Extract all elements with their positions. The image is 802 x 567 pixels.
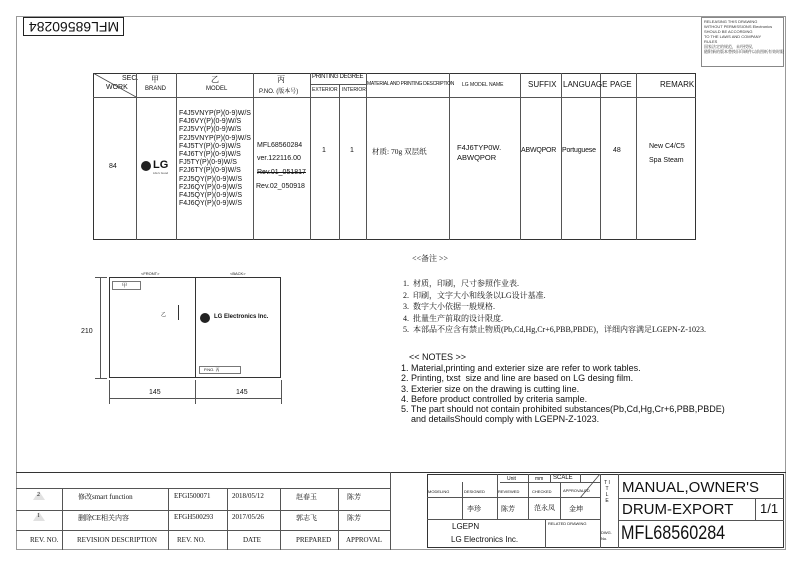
- tb-dwg-number: MFL68560284: [621, 523, 726, 544]
- rev2: Rev.02_050918: [256, 183, 305, 190]
- rev-header-date: DATE: [243, 536, 261, 544]
- model-item: F4J5QY(P)(0-9)W/S: [179, 192, 243, 200]
- cn-note-item: 1. 材质，印刷，尺寸参照作业表.: [403, 279, 519, 288]
- tb-title-vertical: T I T L E: [604, 480, 610, 504]
- dim-height: 210: [81, 328, 93, 335]
- en-note-item: 5. The part should not contain prohibited substances(Pb,Cd,Hg,Cr+6,PBB,PBDE): [401, 404, 725, 415]
- model-item: F2J5VY(P)(0-9)W/S: [179, 126, 242, 134]
- header-pno: P.NO. (版本号): [259, 89, 299, 95]
- lg-model-name-2: ABWQPOR: [457, 153, 497, 162]
- tb-approvaled: APPROVALED: [563, 488, 590, 493]
- part-number: MFL68560284: [257, 142, 303, 149]
- tb-unit: Unit: [507, 476, 516, 482]
- header-material: MATERIAL AND PRINTING DESCRIPTION: [367, 81, 455, 87]
- header-interior: INTERIOR: [342, 87, 366, 93]
- rev-no: EFGI500071: [174, 492, 211, 500]
- lg-model-name-1: F4J6TYP0W.: [457, 143, 502, 152]
- rev-header-approval: APPROVAL: [346, 536, 383, 544]
- front-label: <FRONT>: [141, 271, 160, 276]
- tb-title2: DRUM-EXPORT: [622, 501, 734, 518]
- header-language: LANGUAGE: [563, 80, 608, 89]
- header-pno-cn: 丙: [277, 75, 285, 84]
- header-remark: REMARK: [660, 80, 695, 89]
- notice-box: [701, 17, 784, 67]
- exterior-value: 1: [322, 147, 326, 154]
- header-sec: SEC.: [122, 75, 139, 82]
- notice-line: SHOULD BE ACCORDING: [704, 29, 753, 34]
- rev-mark: 1: [37, 513, 40, 519]
- brand-logo-text: LG: [153, 159, 169, 171]
- rev-desc: 删除CE相关内容: [78, 514, 129, 522]
- cn-notes-list: [403, 278, 706, 336]
- rev-header-prepared: PREPARED: [296, 536, 332, 544]
- tb-company: LG Electronics Inc.: [451, 535, 519, 544]
- tb-designed: DESIGNED: [464, 489, 485, 494]
- interior-value: 1: [350, 147, 354, 154]
- model-item: F4J6VY(P)(0-9)W/S: [179, 118, 242, 126]
- tb-related: RELATED DRAWING: [548, 521, 587, 526]
- cn-note-item: 4. 批量生产前取的设计限度.: [403, 313, 503, 323]
- header-exterior: EXTERIOR: [312, 87, 338, 93]
- model-item: F2J5QY(P)(0-9)W/S: [179, 175, 243, 183]
- mirrored-code-box: [23, 17, 124, 36]
- model-item: F4J6QY(P)(0-9)W/S: [179, 200, 243, 208]
- model-item: FJ5TY(P)(0-9)W/S: [179, 159, 237, 167]
- cn-notes-title: <<备注 >>: [412, 254, 449, 263]
- brand-tagline: Life's Good: [153, 171, 169, 175]
- notice-line: WITHOUT PERMISSIONS Electronics: [704, 24, 773, 29]
- dim-width-left: 145: [149, 389, 161, 396]
- header-printing-degree: PRINTING DEGREE: [312, 74, 364, 80]
- rev-header-desc: REVISION DESCRIPTION: [77, 536, 157, 544]
- rev-header-no: REV. NO.: [177, 536, 206, 544]
- cn-note-item: 5. 本部品不应含有禁止物质(Pb,Cd,Hg,Cr+6,PBB,PBDE)，详细内容满足LGEPN-Z-1023.: [403, 325, 706, 334]
- tb-title1: MANUAL,OWNER'S: [622, 479, 760, 496]
- rev-desc: 修改smart function: [78, 493, 133, 501]
- dim-width-right: 145: [236, 389, 248, 396]
- rev-prepared: 郭志飞: [296, 514, 317, 522]
- en-note-item: 4. Before product controlled by criteria sample.: [401, 393, 588, 404]
- en-note-item: 1. Material,printing and exterier size are refer to work tables.: [401, 363, 641, 373]
- notice-line: RULES: [704, 39, 718, 44]
- cn-note-item: 2. 印刷，文字大小和线条以LG设计基准.: [403, 290, 546, 300]
- work-number: 84: [109, 163, 117, 170]
- model-item: F4J5TY(P)(0-9)W/S: [179, 142, 241, 150]
- notice-text: [704, 19, 784, 54]
- model-item: F2J6QY(P)(0-9)W/S: [179, 183, 243, 191]
- header-page: PAGE: [610, 80, 632, 89]
- header-suffix: SUFFIX: [528, 80, 557, 89]
- notice-line: RELEASING THIS DRAWING: [704, 19, 758, 24]
- tb-dwg-no: DWG. No.: [601, 530, 612, 541]
- title-diagonal: [580, 474, 600, 498]
- en-notes-title: << NOTES >>: [409, 352, 467, 362]
- tb-scale: SCALE: [553, 475, 573, 481]
- rev-date: 2018/05/12: [232, 492, 264, 500]
- rev1: Rev.01_051817: [257, 169, 306, 176]
- layout-yi: 乙: [161, 313, 167, 318]
- layout-brand-text: LG Electronics Inc.: [214, 314, 269, 320]
- notice-cn-line: 国家法定的规范，未经授权，: [704, 44, 756, 49]
- rev-mark: 2: [37, 492, 40, 498]
- suffix-value: ABWQPOR: [521, 147, 557, 154]
- back-label: <BACK>: [230, 271, 246, 276]
- layout-pno: P.NO. 丙: [204, 367, 220, 372]
- rev-no: EFGH500293: [174, 513, 214, 521]
- en-notes-list: [401, 363, 725, 425]
- en-note-item: 3. Exterier size on the drawing is cutting line.: [401, 383, 580, 394]
- tb-reviewed: REVIEWED: [498, 489, 520, 494]
- header-brand-cn: 甲: [151, 75, 159, 84]
- tb-company-code: LGEPN: [452, 522, 480, 531]
- page-value: 48: [613, 147, 621, 154]
- layout-lg-logo: [200, 313, 210, 323]
- model-list: [179, 110, 251, 208]
- remark-1: New C4/C5: [649, 143, 685, 150]
- rev-approval: 陈芳: [347, 493, 361, 501]
- remark-2: Spa Steam: [649, 157, 684, 164]
- tb-sheet: 1/1: [760, 501, 779, 516]
- version: ver.122116.00: [257, 155, 301, 162]
- material-value: 材质: 70g 双层纸: [372, 147, 427, 156]
- tb-approved-by: 金坤: [569, 505, 583, 513]
- header-lg-model: LG MODEL NAME: [462, 82, 504, 88]
- en-note-item: 2. Printing, txst size and line are based on LG desing film.: [401, 373, 634, 384]
- tb-checked: CHECKED: [532, 489, 552, 494]
- header-model-cn: 乙: [211, 75, 219, 84]
- rev-header-rev: REV. NO.: [30, 536, 59, 544]
- model-item: F2J5VNYP(P)(0-9)W/S: [179, 134, 251, 142]
- rev-date: 2017/05/26: [232, 513, 264, 521]
- rev-approval: 陈芳: [347, 514, 361, 522]
- tb-reviewed-by: 陈芳: [501, 505, 515, 513]
- notice-line: TO THE LAWS AND COMPANY: [704, 34, 762, 39]
- header-model: MODEL: [206, 86, 228, 92]
- language-value: Portuguese: [562, 147, 596, 154]
- notice-cn-line: 随附新的版本替换旧印刷件以前图纸有效时限: [704, 49, 784, 54]
- tb-designed-by: 李珍: [467, 505, 481, 513]
- layout-jia: 甲: [122, 284, 128, 289]
- header-work: WORK: [106, 84, 128, 91]
- lg-logo: [141, 161, 151, 171]
- rev-prepared: 赵春玉: [296, 493, 317, 501]
- en-note-item: and detailsShould comply with LGEPN-Z-1023.: [401, 414, 600, 425]
- tb-checked-by: 范永凤: [534, 504, 555, 512]
- model-item: F4J5VNYP(P)(0-9)W/S: [179, 110, 251, 117]
- cn-note-item: 3. 数字大小依据一般规格.: [403, 302, 495, 311]
- model-item: F4J6TY(P)(0-9)W/S: [179, 151, 241, 159]
- mirrored-drawing-code: MFL68560284: [28, 19, 120, 35]
- tb-mm: mm: [535, 476, 544, 482]
- model-item: F2J6TY(P)(0-9)W/S: [179, 167, 241, 175]
- header-brand: BRAND: [145, 86, 167, 92]
- tb-modeling: MODELING: [428, 489, 450, 494]
